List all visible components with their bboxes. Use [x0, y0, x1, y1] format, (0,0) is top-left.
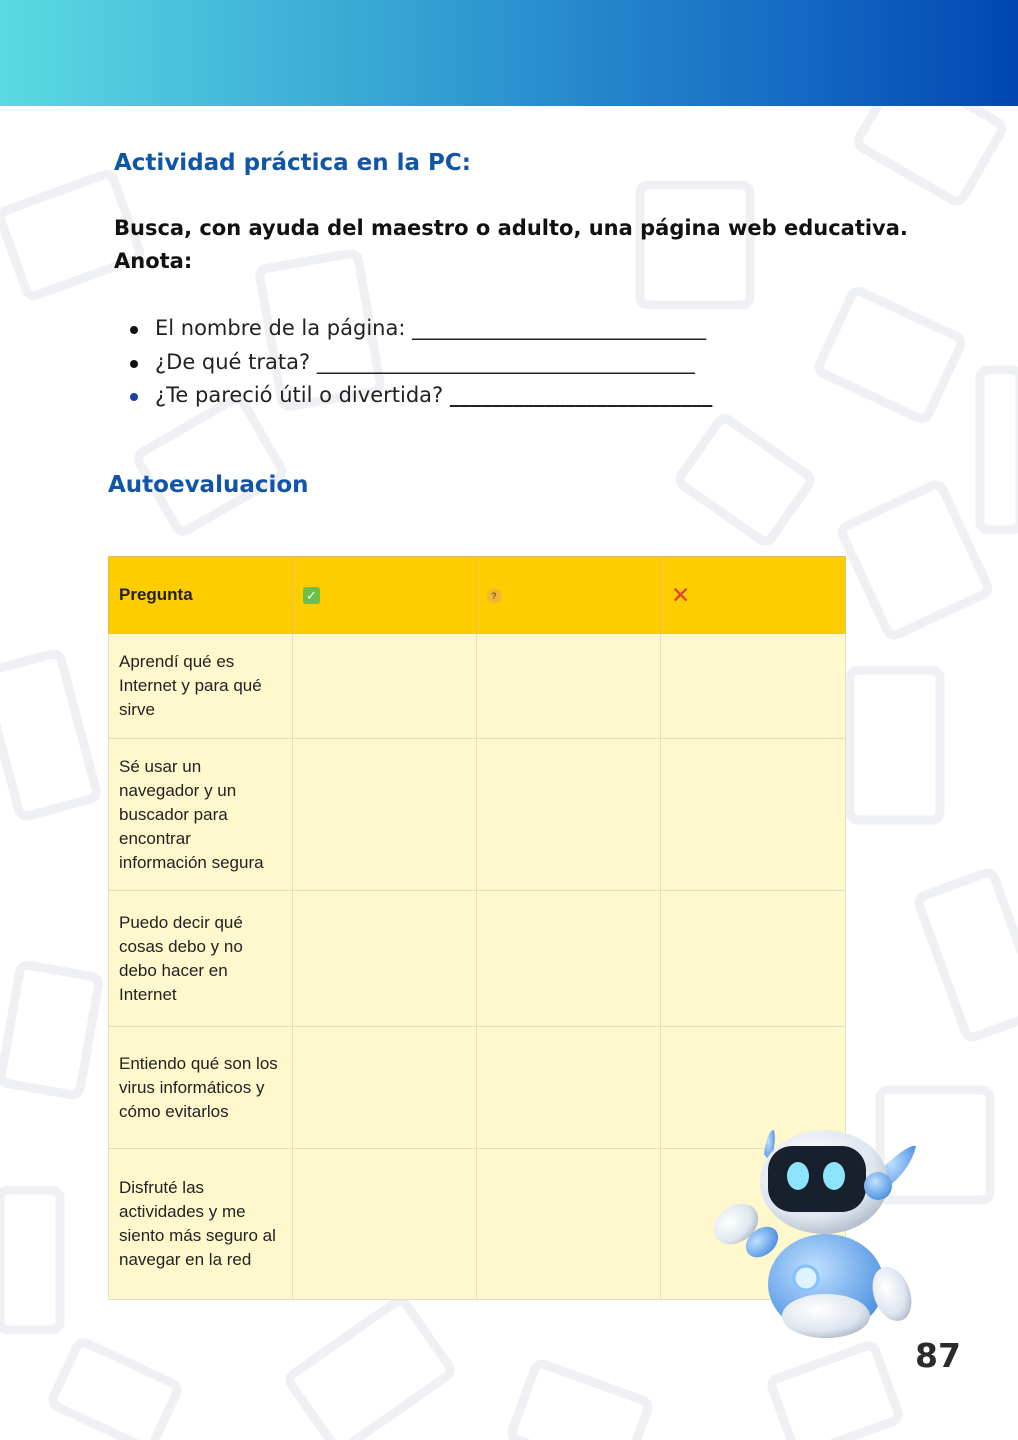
list-item	[130, 346, 712, 380]
question-cell: Sé usar un navegador y un buscador para encontrar información segura	[109, 739, 293, 891]
answer-cell-maybe[interactable]	[477, 739, 661, 891]
question-cell: Disfruté las actividades y me siento más seguro al navegar en la red	[109, 1149, 293, 1300]
activity-title: Actividad práctica en la PC:	[114, 150, 471, 176]
answer-cell-yes[interactable]	[293, 1027, 477, 1149]
bullet-dot-icon	[130, 393, 138, 401]
answer-cell-yes[interactable]	[293, 1149, 477, 1300]
header-yes	[293, 557, 477, 634]
answer-cell-no[interactable]	[661, 739, 846, 891]
table-row	[109, 634, 846, 739]
table-row	[109, 891, 846, 1027]
fill-in-blank[interactable]: ____________________________	[412, 316, 707, 340]
activity-instruction: Busca, con ayuda del maestro o adulto, una página web educativa. Anota:	[114, 216, 908, 273]
bullet-dot-icon	[130, 326, 138, 334]
thinking-face-icon: ?	[487, 589, 501, 603]
bullet-dot-icon	[130, 360, 138, 368]
robot-mascot-illustration	[706, 1124, 922, 1342]
page-number: 87	[915, 1336, 961, 1375]
answer-cell-maybe[interactable]	[477, 891, 661, 1027]
header-maybe	[477, 557, 661, 634]
check-mark-icon: ✓	[303, 587, 320, 604]
answer-cell-maybe[interactable]	[477, 1027, 661, 1149]
answer-cell-yes[interactable]	[293, 739, 477, 891]
answer-cell-yes[interactable]	[293, 891, 477, 1027]
fill-in-blank[interactable]: _________________________	[449, 383, 713, 407]
fill-in-blank[interactable]: ____________________________________	[316, 349, 695, 374]
answer-cell-yes[interactable]	[293, 634, 477, 739]
bullet-label: El nombre de la página:	[155, 316, 406, 340]
bullet-label: ¿De qué trata?	[155, 349, 311, 374]
answer-cell-maybe[interactable]	[477, 634, 661, 739]
answer-cell-no[interactable]	[661, 891, 846, 1027]
answer-cell-no[interactable]	[661, 634, 846, 739]
header-no	[661, 557, 846, 634]
self-evaluation-title: Autoevaluacion	[108, 472, 309, 498]
list-item	[130, 379, 712, 413]
table-header-row	[109, 557, 846, 634]
question-cell: Puedo decir qué cosas debo y no debo hacer en Internet	[109, 891, 293, 1027]
question-cell: Entiendo qué son los virus informáticos y cómo evitarlos	[109, 1027, 293, 1149]
bullet-label: ¿Te pareció útil o divertida?	[155, 383, 444, 407]
list-item	[130, 312, 712, 346]
question-cell: Aprendí qué es Internet y para qué sirve	[109, 634, 293, 739]
activity-bullet-list	[130, 312, 712, 413]
answer-cell-maybe[interactable]	[477, 1149, 661, 1300]
table-row	[109, 739, 846, 891]
header-question: Pregunta	[109, 557, 293, 634]
cross-mark-icon: ✕	[671, 582, 691, 609]
